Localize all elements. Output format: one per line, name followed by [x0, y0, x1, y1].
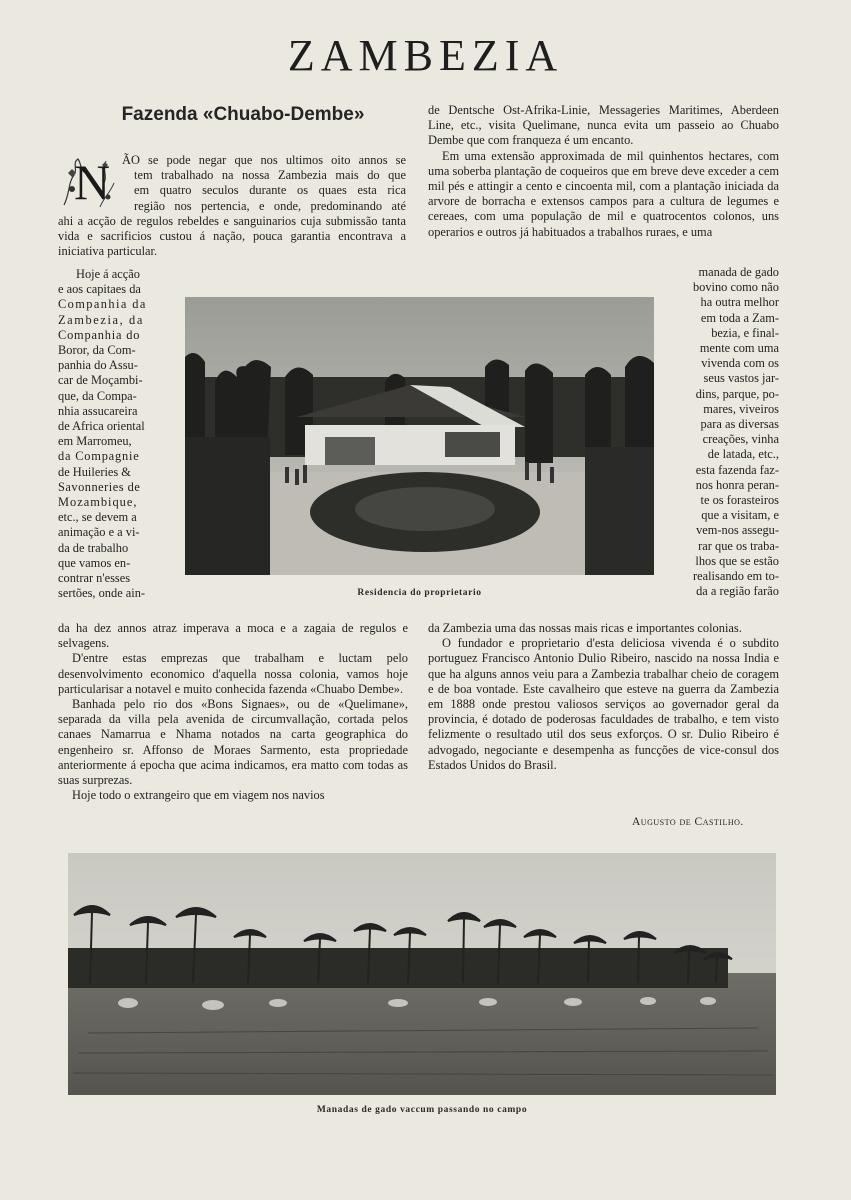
line: que vamos en-	[58, 555, 131, 570]
line: vem-nos assegu-	[696, 523, 779, 538]
line: mente com uma	[699, 341, 779, 356]
line: panhia do Assu-	[58, 358, 138, 373]
line: Zambezia, da	[58, 312, 144, 327]
line: seus vastos jar-	[703, 371, 779, 386]
paragraph: de Dentsche Ost-Afrika-Linie, Messageries Maritimes, Aberdeen Line, etc., visita Quelimane, nunca evita um passeio ao Chuabo Dembe que com franqueza é um encanto.	[428, 103, 779, 148]
article-title: Fazenda «Chuabo-Dembe»	[121, 104, 365, 125]
author-signature: Augusto de Castilho.	[632, 816, 744, 828]
paragraph: da Zambezia uma das nossas mais ricas e importantes colonias.	[428, 621, 742, 635]
photo-residence	[185, 297, 654, 575]
line: mares, viveiros	[703, 401, 779, 416]
paragraph: da ha dez annos atraz imperava a moca e a zagaia de regulos e selvagens.	[58, 621, 408, 651]
photo-cattle-caption: Manadas de gado vaccum passando no campo	[316, 1105, 528, 1115]
line: Savonneries de	[58, 479, 141, 494]
dropcap-letter: N	[74, 154, 111, 210]
line: em Marromeu,	[58, 434, 132, 449]
line: Companhia do	[58, 327, 141, 342]
line: Hoje á acção	[76, 267, 140, 281]
line: te os forasteiros	[700, 493, 779, 508]
line: Companhia da	[58, 297, 147, 312]
line: da de trabalho	[58, 540, 129, 555]
paragraph: Hoje todo o extrangeiro que em viagem nos navios	[72, 788, 325, 803]
line: animação e a vi-	[58, 525, 140, 540]
page-header-title: ZAMBEZIA	[287, 31, 564, 80]
intro-line: região nos pertencia, e onde, predominando até	[134, 198, 406, 213]
line: vivenda com os	[701, 356, 779, 371]
dropcap-ornament	[60, 153, 118, 211]
line: de Huileries &	[58, 464, 131, 479]
line: bovino como não	[692, 280, 779, 295]
line: nhia assucareira	[58, 403, 138, 418]
intro-line: tem trabalhado na nossa Zambezia mais do que	[134, 168, 406, 183]
line: Mozambique,	[58, 495, 138, 510]
line: e aos capitaes da	[58, 282, 141, 297]
line: da a região farão	[696, 584, 779, 599]
intro-lines	[122, 153, 406, 214]
line: ha outra melhor	[700, 295, 779, 310]
line: de latada, etc.,	[707, 447, 779, 462]
line: creações, vinha	[702, 432, 779, 447]
line: Boror, da Com-	[58, 343, 136, 358]
left-float-column	[58, 267, 158, 601]
right-float-column	[679, 265, 779, 599]
line: rar que os traba-	[698, 538, 779, 553]
paragraph: O fundador e proprietario d'esta deliciosa vivenda é o subdito portuguez Francisco Antonio Dulio Ribeiro, nascido na nossa India e que ha alguns annos veiu para a Zambezia trabalhar cheio de coragem e de boa vontade. Este cavalheiro que esteve na guerra da Zambezia em 1888 onde prestou valiosos serviços ao governador geral da provincia, é dotado de poderosas faculdades de trabalho, e tem visto felizmente o resultado util dos seus exforços. O sr. Dulio Ribeiro é advogado, negociante e desempenha as funcções de vice-consul dos Estados Unidos do Brasil.	[428, 636, 779, 772]
line: dins, parque, po-	[695, 386, 779, 401]
intro-line: ÃO se pode negar que nos ultimos oito annos se	[122, 153, 406, 167]
right-bottom-column	[428, 621, 779, 773]
line: em toda a Zam-	[700, 310, 779, 325]
line: contrar n'esses	[58, 571, 131, 586]
photo-residence-caption: Residencia do proprietario	[357, 588, 482, 598]
line: manada de gado	[698, 265, 779, 279]
line: para as diversas	[700, 417, 779, 432]
line: bezia, e final-	[711, 325, 779, 340]
line: etc., se devem a	[58, 510, 137, 525]
line: car de Moçambi-	[58, 373, 143, 388]
line: que a visitam, e	[701, 508, 779, 523]
line: da Compagnie	[58, 449, 140, 464]
line: nos honra peran-	[695, 477, 779, 492]
line: sertões, onde ain-	[58, 586, 146, 601]
right-top-column	[428, 103, 779, 240]
paragraph: Em uma extensão approximada de mil quinhentos hectares, com uma soberba plantação de coqueiros que em breve deve exceder a cem mil pés e attingir a cento e cincoenta mil, com a plantação iniciada da arvore de borracha e extensos campos para a cultura de legumes e cereaes, com uma população de mil e quatrocentos colonos, uns operarios e outros já habituados a trabalhos ruraes, e uma	[428, 148, 779, 239]
paragraph: D'entre estas emprezas que trabalham e luctam pelo desenvolvimento economico d'aquella nossa colonia, vamos hoje particularisar a notavel e muito conhecida fazenda «Chuabo Dembe».	[58, 651, 408, 696]
paragraph: Banhada pelo rio dos «Bons Signaes», ou de «Quelimane», separada da villa pela avenida de circumvallação, cortada pelos canaes Namarrua e Nhama notados na carta geographica do engenheiro sr. Affonso de Moraes Sarmento, esta propriedade anteriormente á epocha que acima indicamos, era matto com todas as suas surprezas.	[58, 697, 408, 788]
photo-cattle-field	[68, 853, 776, 1095]
intro-line: em quatro seculos durante os quaes esta rica	[134, 183, 406, 198]
left-bottom-column	[58, 621, 408, 803]
line: que, da Compa-	[58, 388, 137, 403]
line: esta fazenda faz-	[695, 462, 779, 477]
paragraph: ahi a acção de regulos rebeldes e sanguinarios cuja submissão tanta vida e sacrificios custou á nação, pouca garantia encontrava a iniciativa particular.	[58, 214, 406, 259]
line: lhos que se estão	[695, 553, 779, 568]
line: de Africa oriental	[58, 419, 145, 434]
intro-rest	[58, 214, 406, 260]
line: realisando em to-	[692, 569, 779, 584]
